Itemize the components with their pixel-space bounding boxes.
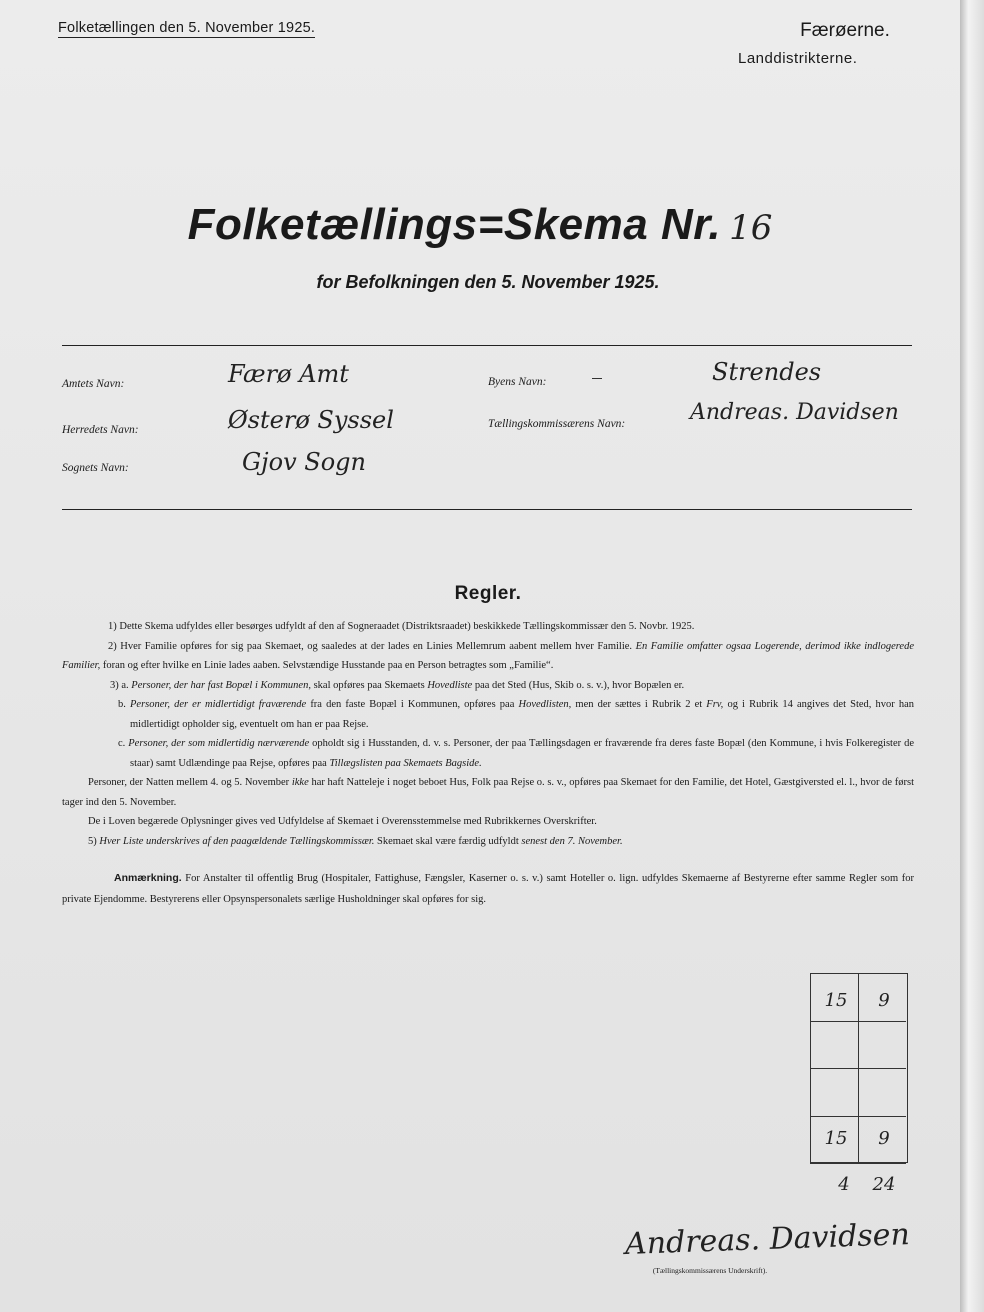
kommissaer-value: Andreas. Davidsen xyxy=(690,400,899,425)
rule-5-num: 5) xyxy=(88,835,97,847)
rule-3c-num: c. xyxy=(118,738,126,749)
rule-4-text: Personer, der Natten mellem 4. og 5. November xyxy=(88,777,290,788)
tally-sum: 24 xyxy=(872,1174,896,1195)
rule-3a-text: skal opføres paa Skemaets xyxy=(313,679,425,691)
by-value: Strendes xyxy=(712,358,822,386)
rules-text xyxy=(62,617,914,851)
rule-3c xyxy=(62,734,914,773)
rule-3a-em: Personer, der har fast Bopæl i Kommunen, xyxy=(131,679,311,691)
signature-caption: (Tællingskommissærens Underskrift). xyxy=(652,1266,768,1275)
by-dash xyxy=(592,378,602,379)
rule-5-em: Hver Liste underskrives af den paagældende Tællingskommissær. xyxy=(99,835,375,847)
region-header: Færøerne. xyxy=(800,20,890,41)
by-label: Byens Navn: xyxy=(488,376,547,388)
rule-3b xyxy=(62,695,914,734)
tally-sum: 4 xyxy=(838,1174,850,1195)
rule-3b-text3: og i Rubrik 14 angives det Sted, hvor han midlertidigt opholder sig, eventuelt om han er paa Rejse. xyxy=(130,699,915,730)
rule-4 xyxy=(62,773,914,812)
note-label: Anmærkning. xyxy=(114,872,182,884)
rule-4b-text: De i Loven begærede Oplysninger gives ved Udfyldelse af Skemaet i Overensstemmelse med Rubrikkernes Overskrifter. xyxy=(88,816,597,827)
herred-value: Østerø Syssel xyxy=(228,406,394,434)
district-header: Landdistrikterne. xyxy=(738,50,858,67)
commissioner-signature: Andreas. Davidsen xyxy=(624,1217,911,1262)
rule-3b-em2: Hovedlisten, xyxy=(518,699,572,710)
rule-2-text-c: foran og efter hvilke en Linie lades aaben. Selvstændige Husstande paa en Person betragtes som „Familie“. xyxy=(102,660,554,671)
tally-cell: 9 xyxy=(878,990,890,1011)
herred-label: Herredets Navn: xyxy=(62,424,139,436)
rule-3b-num: b. xyxy=(118,699,126,710)
rule-3b-em: Personer, der er midlertidigt fraværende xyxy=(130,699,307,710)
rule-2-text-b: En Familie omfatter ogsaa Logerende, derimod ikke indlogerede Familier, xyxy=(62,640,915,671)
rule-5 xyxy=(62,832,914,852)
rule-3a-num: 3) a. xyxy=(110,679,129,691)
tally-cell: 15 xyxy=(824,990,848,1011)
tally-cell: 9 xyxy=(878,1128,890,1149)
page-edge xyxy=(960,0,984,1312)
sogn-value: Gjov Sogn xyxy=(242,448,366,476)
rule-3c-em: Personer, der som midlertidig nærværende xyxy=(128,738,310,749)
tally-cell: 15 xyxy=(824,1128,848,1149)
rule-3a xyxy=(62,676,914,696)
rule-4-em: ikke xyxy=(291,777,309,788)
note-paragraph xyxy=(62,868,914,910)
rule-5-text: Skemaet skal være færdig udfyldt xyxy=(377,835,519,847)
tally-row-line xyxy=(810,1116,906,1117)
rule-3c-text: opholdt sig i Husstanden, d. v. s. Personer, der paa Tællingsdagen er fraværende fra deres faste Bopæl (den Kommune, i hvis Folkeregister de staar) samt Udlændinge paa Rejse, opføres paa xyxy=(130,738,914,769)
rule-3b-em3: Frv, xyxy=(706,699,724,710)
form-subtitle: for Befolkningen den 5. November 1925. xyxy=(316,272,660,292)
note-text: For Anstalter til offentlig Brug (Hospitaler, Fattighuse, Fængsler, Kaserner o. s. v.) samt Hoteller o. lign. udfyldes Skemaerne af Bestyrerne efter samme Regler som for private Ejendomme. Bestyrerens eller Opsynspersonalets særlige Husholdninger skal opføres for sig. xyxy=(62,873,914,905)
rule-4-text2: har haft Natteleje i noget beboet Hus, Folk paa Rejse o. s. v., opføres paa Skemaet for den Familie, det Hotel, Gæstgiversted el. l., hvor de først tager ind den 5. November. xyxy=(62,777,915,808)
amt-value: Færø Amt xyxy=(228,360,349,388)
rule-3b-text: fra den faste Bopæl i Kommunen, opføres paa xyxy=(310,699,515,710)
tally-row-line xyxy=(810,1068,906,1069)
form-title xyxy=(0,200,960,250)
tally-row-line xyxy=(810,1021,906,1022)
form-number: 16 xyxy=(729,208,773,248)
census-date-header: Folketællingen den 5. November 1925. xyxy=(58,20,316,36)
rule-2-text-a: 2) Hver Familie opføres for sig paa Skemaet, og saaledes at der lades en Linies Mellemrum aabent mellem hver Familie. xyxy=(108,640,633,652)
rule-3c-em2: Tillægslisten paa Skemaets Bagside. xyxy=(329,757,482,769)
divider-top xyxy=(62,345,912,346)
rule-3a-text2: paa det Sted (Hus, Skib o. s. v.), hvor Bopælen er. xyxy=(474,679,685,691)
form-title-text: Folketællings=Skema Nr. xyxy=(187,200,722,249)
rule-4b xyxy=(62,812,914,832)
tally-row-line xyxy=(810,1163,906,1164)
sogn-label: Sognets Navn: xyxy=(62,462,129,474)
rule-5-em2: senest den 7. November. xyxy=(521,835,623,847)
amt-label: Amtets Navn: xyxy=(62,378,125,390)
rule-1 xyxy=(62,617,914,637)
rule-2 xyxy=(62,637,914,676)
rule-3a-em2: Hovedliste xyxy=(427,679,473,691)
rules-heading: Regler. xyxy=(454,583,522,604)
kommissaer-label: Tællingskommissærens Navn: xyxy=(488,418,626,430)
rule-3b-text2: men der sættes i Rubrik 2 et xyxy=(575,699,703,710)
rule-1-text: 1) Dette Skema udfyldes eller besørges udfyldt af den af Sogneraadet (Distriktsraadet) beskikkede Tællingskommissær den 5. Novbr. 1925. xyxy=(108,621,695,632)
divider-bottom xyxy=(62,509,912,510)
